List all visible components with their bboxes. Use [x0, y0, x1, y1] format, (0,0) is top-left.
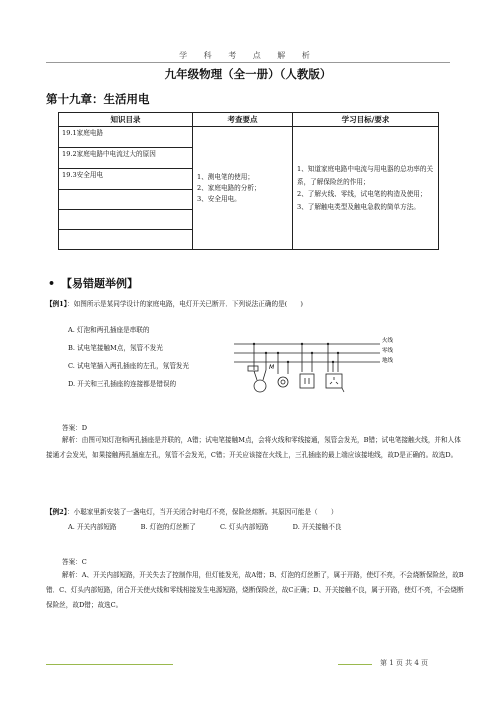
point-m-label: M [269, 364, 275, 371]
example1-question [46, 297, 466, 312]
three-hole-socket-icon [326, 374, 342, 388]
example1-option-a: A. 灯泡和两孔插座是串联的 [68, 326, 150, 334]
table-header-catalog: 知识目录 [59, 113, 193, 127]
example2-option-b: B. 灯泡的灯丝断了 [140, 523, 196, 531]
footer-rule-left [46, 664, 173, 665]
header-brand: 学 科 考 点 解 析 [179, 51, 317, 60]
catalog-item: 19.1家庭电路 [59, 127, 193, 148]
example2-options [68, 521, 363, 531]
table-header-goals: 学习目标/要求 [293, 113, 439, 127]
document-title: 九年级物理（全一册）（人教版） [164, 67, 332, 81]
neutral-wire-label: 零线 [382, 348, 394, 354]
knowledge-table [58, 112, 439, 250]
example2-question-text: ：小聪家里新安装了一盏电灯，当开关闭合时电灯不亮，保险丝熔断。其原因可能是（ ） [67, 508, 338, 516]
section-heading [48, 275, 138, 291]
header-rule [46, 62, 450, 63]
example2-option-c: C. 灯头内部短路 [219, 523, 269, 531]
example1-explanation: 解析：由图可知灯泡和两孔插座是并联的，A错；试电笔接触M点，会将火线和零线接通，氖管会发光，B错；试电笔接触火线，并和人体接通才会发光，如果接触两孔插座左孔，氖管不会发光，C错；开关应该接在火线上，三孔插座的最上端应该接地线，故D是正确的。故选D。 [46, 436, 461, 459]
page-number: 第 1 页 共 4 页 [380, 659, 429, 667]
example1-question-text: ：如图所示是某同学设计的家庭电路，电灯开关已断开．下列说法正确的是( ) [67, 300, 304, 308]
example1-option-d: D. 开关和三孔插座的连接都是错误的 [68, 380, 177, 388]
catalog-item [59, 230, 193, 250]
example1-option-b: B. 试电笔接触M点，氖管不发光 [68, 344, 163, 352]
catalog-item: 19.2家庭电路中电流过大的原因 [59, 148, 193, 169]
example2-option-a: A. 开关内部短路 [68, 523, 117, 531]
catalog-item [59, 210, 193, 230]
two-hole-socket-icon [300, 374, 314, 388]
example2-question [46, 505, 466, 520]
circuit-diagram [230, 336, 410, 410]
example2-explanation: 解析：A、开关内部短路，开关失去了控制作用，但灯能发光，故A错；B、灯泡的灯丝断了，属于开路，使灯不亮，不会烧断保险丝，故B错．C、灯头内部短路，闭合开关使火线和零线相接发生电源短路，烧断保险丝，故C正确；D、开关接触不良，属于开路，使灯不亮，不会烧断保险丝，故D错；故选C。 [46, 571, 464, 609]
lamp-icon [254, 380, 266, 392]
catalog-item: 19.3安全用电 [59, 169, 193, 190]
example1-option-c: C. 试电笔插入两孔插座的左孔，氖管发光 [68, 362, 190, 370]
table-header-row [59, 113, 439, 127]
section-heading-text: 【易错题举例】 [61, 277, 139, 290]
footer-rule-right [338, 664, 372, 665]
ground-wire-label: 地线 [382, 358, 394, 364]
live-wire-label: 火线 [382, 338, 394, 344]
bullet-icon: • [48, 277, 56, 290]
example2-label: 【例2】 [46, 508, 68, 516]
catalog-item [59, 190, 193, 210]
example1-label: 【例1】 [46, 300, 68, 308]
table-header-key-points: 考查要点 [193, 113, 293, 127]
chapter-title: 第十九章：生活用电 [46, 92, 150, 106]
example2-answer: 答案：C [62, 558, 87, 566]
example1-answer: 答案：D [62, 424, 88, 432]
table-row [59, 127, 439, 148]
goals-cell: 1、知道家庭电路中电流与用电器的总功率的关系，了解保险丝的作用； 2、了解火线、零线，试电笔的构造及使用； 3、了解触电类型及触电急救的简单方法。 [293, 127, 439, 250]
key-points-cell: 1、测电笔的使用； 2、家庭电路的分析； 3、安全用电。 [193, 127, 293, 250]
switch-icon [278, 377, 288, 387]
example2-option-d: D. 开关接触不良 [292, 523, 342, 531]
